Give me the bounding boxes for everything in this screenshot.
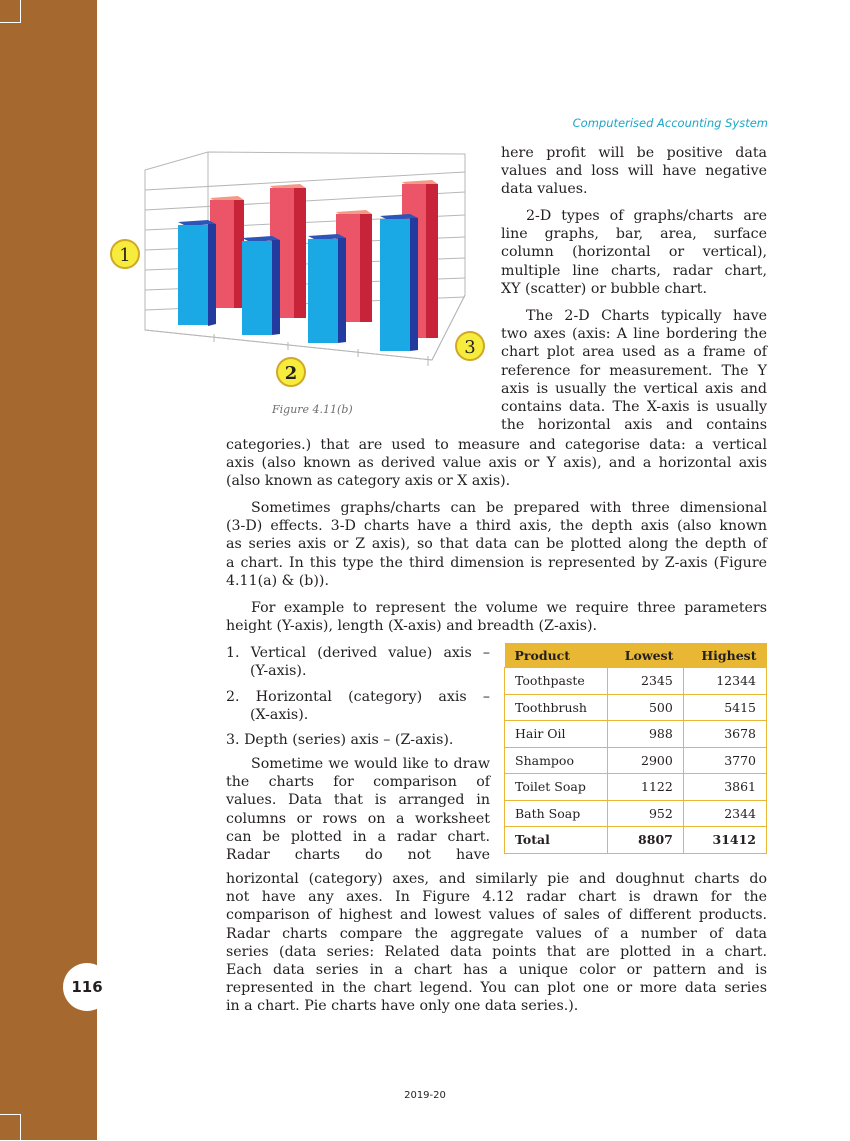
table-total-row bbox=[505, 827, 767, 854]
page-number: 116 bbox=[63, 963, 111, 1011]
svg-text:1: 1 bbox=[119, 245, 131, 266]
list-text: Vertical (derived value) axis – bbox=[250, 645, 491, 661]
text-line: column (horizontal or vertical), bbox=[501, 244, 767, 261]
text-line: values and loss will have negative bbox=[501, 163, 767, 180]
text-line: the horizontal axis and contains bbox=[501, 417, 767, 434]
paragraph-radar-narrow bbox=[226, 755, 490, 864]
table-row bbox=[505, 721, 767, 748]
svg-text:3: 3 bbox=[464, 337, 476, 358]
highest-cell: 12344 bbox=[683, 668, 766, 695]
text-line: chart plot area used as a frame of bbox=[501, 344, 767, 361]
text-line: axis (also known as derived value axis or Y axis), and a horizontal axis bbox=[226, 455, 767, 472]
text-line: in a chart. Pie charts have only one data series.). bbox=[226, 998, 579, 1015]
text-line: Each data series in a chart has a unique color or pattern and is bbox=[226, 962, 767, 979]
paragraph-2d-axes-narrow bbox=[501, 307, 767, 434]
text-line: contains data. The X-axis is usually bbox=[501, 399, 767, 416]
list-line bbox=[226, 688, 490, 706]
product-cell: Hair Oil bbox=[505, 721, 608, 748]
text-line: values. Data that is arranged in bbox=[226, 792, 490, 809]
highest-cell: 3861 bbox=[683, 774, 766, 801]
callout-2 bbox=[277, 358, 305, 386]
text-line: comparison of highest and lowest values of sales of different products. bbox=[226, 907, 767, 924]
text-line: For example to represent the volume we require three parameters bbox=[251, 600, 767, 616]
highest-cell: 3770 bbox=[683, 747, 766, 774]
product-cell: Toothbrush bbox=[505, 694, 608, 721]
text-line: represented in the chart legend. You can plot one or more data series bbox=[226, 980, 767, 997]
text-line: can be plotted in a radar chart. bbox=[226, 828, 490, 845]
table-row bbox=[505, 747, 767, 774]
text-line: horizontal (category) axes, and similarly pie and doughnut charts do bbox=[226, 871, 767, 887]
text-line: reference for measurement. The Y bbox=[501, 362, 767, 379]
list-text: Depth (series) axis – (Z-axis). bbox=[244, 732, 454, 748]
text-line: The 2-D Charts typically have bbox=[526, 308, 767, 324]
text-line: axis is usually the vertical axis and bbox=[501, 380, 767, 397]
list-number: 3. bbox=[226, 732, 240, 748]
text-line: Sometimes graphs/charts can be prepared with three dimensional bbox=[251, 500, 767, 516]
lowest-cell: 500 bbox=[607, 694, 683, 721]
list-number: 1. bbox=[226, 645, 240, 661]
text-line: as series axis or Z axis), so that data can be plotted along the depth of bbox=[226, 536, 767, 553]
lowest-cell: 1122 bbox=[607, 774, 683, 801]
text-line: series (data series: Related data points that are plotted in a chart. bbox=[226, 943, 767, 960]
column-header: Highest bbox=[683, 643, 766, 668]
product-cell: Toothpaste bbox=[505, 668, 608, 695]
text-line: the charts for comparison of bbox=[226, 774, 490, 791]
crop-mark-bottom bbox=[0, 1114, 21, 1141]
total-lowest-cell: 8807 bbox=[607, 827, 683, 854]
text-line: Radar charts do not have bbox=[226, 847, 490, 864]
list-line: (X-axis). bbox=[250, 707, 309, 724]
lowest-cell: 988 bbox=[607, 721, 683, 748]
text-line: height (Y-axis), length (X-axis) and breadth (Z-axis). bbox=[226, 618, 598, 635]
text-line: (3-D) effects. 3-D charts have a third axis, the depth axis (also known bbox=[226, 518, 767, 535]
table-row bbox=[505, 800, 767, 827]
column-header: Lowest bbox=[607, 643, 683, 668]
text-line: line graphs, bar, area, surface bbox=[501, 226, 767, 243]
lowest-cell: 2900 bbox=[607, 747, 683, 774]
paragraph-3d-charts bbox=[226, 499, 767, 590]
product-cell: Bath Soap bbox=[505, 800, 608, 827]
text-line: data values. bbox=[501, 181, 588, 198]
table-header-row bbox=[505, 643, 767, 668]
callout-1 bbox=[111, 240, 139, 268]
text-line: Sometime we would like to draw bbox=[251, 756, 490, 772]
figure-caption: Figure 4.11(b) bbox=[272, 403, 353, 416]
table-row bbox=[505, 694, 767, 721]
list-line: (Y-axis). bbox=[250, 663, 307, 680]
text-line: 4.11(a) & (b)). bbox=[226, 572, 329, 589]
product-cell: Toilet Soap bbox=[505, 774, 608, 801]
figure-3d-column-chart bbox=[104, 140, 500, 402]
paragraph-volume-example bbox=[226, 599, 767, 635]
sales-table bbox=[504, 643, 767, 854]
paragraph-profit-loss bbox=[501, 144, 767, 199]
column-header: Product bbox=[505, 643, 608, 668]
text-line: not have any axes. In Figure 4.12 radar chart is drawn for the bbox=[226, 889, 767, 906]
lowest-cell: 952 bbox=[607, 800, 683, 827]
svg-text:2: 2 bbox=[284, 363, 298, 384]
highest-cell: 2344 bbox=[683, 800, 766, 827]
list-number: 2. bbox=[226, 689, 240, 705]
text-line: columns or rows on a worksheet bbox=[226, 810, 490, 827]
text-line: 2-D types of graphs/charts are bbox=[526, 208, 767, 224]
lowest-cell: 2345 bbox=[607, 668, 683, 695]
paragraph-2d-types bbox=[501, 207, 767, 298]
product-cell: Shampoo bbox=[505, 747, 608, 774]
text-line: here profit will be positive data bbox=[501, 145, 767, 161]
table-row bbox=[505, 774, 767, 801]
text-line: (also known as category axis or X axis). bbox=[226, 473, 511, 490]
paragraph-2d-axes-wide bbox=[226, 436, 767, 491]
text-line: Radar charts compare the aggregate values of a number of data bbox=[226, 925, 767, 942]
text-line: XY (scatter) or bubble chart. bbox=[501, 280, 708, 297]
axis-list-item-3 bbox=[226, 731, 490, 749]
total-highest-cell: 31412 bbox=[683, 827, 766, 854]
callout-3 bbox=[456, 332, 484, 360]
paragraph-radar-wide bbox=[226, 870, 767, 1016]
running-header: Computerised Accounting System bbox=[572, 116, 768, 130]
table-row bbox=[505, 668, 767, 695]
highest-cell: 5415 bbox=[683, 694, 766, 721]
crop-mark-top bbox=[0, 0, 21, 23]
text-line: multiple line charts, radar chart, bbox=[501, 262, 767, 279]
text-line: a chart. In this type the third dimension is represented by Z-axis (Figure bbox=[226, 554, 767, 571]
list-text: Horizontal (category) axis – bbox=[255, 689, 490, 705]
list-line bbox=[226, 644, 490, 662]
highest-cell: 3678 bbox=[683, 721, 766, 748]
axis-list-item-2 bbox=[226, 688, 490, 724]
list-line bbox=[226, 731, 490, 749]
text-line: two axes (axis: A line bordering the bbox=[501, 326, 767, 343]
axis-list-item-1 bbox=[226, 644, 490, 680]
total-label-cell: Total bbox=[505, 827, 608, 854]
text-line: categories.) that are used to measure and categorise data: a vertical bbox=[226, 437, 767, 453]
page-footer-year: 2019-20 bbox=[404, 1090, 446, 1101]
